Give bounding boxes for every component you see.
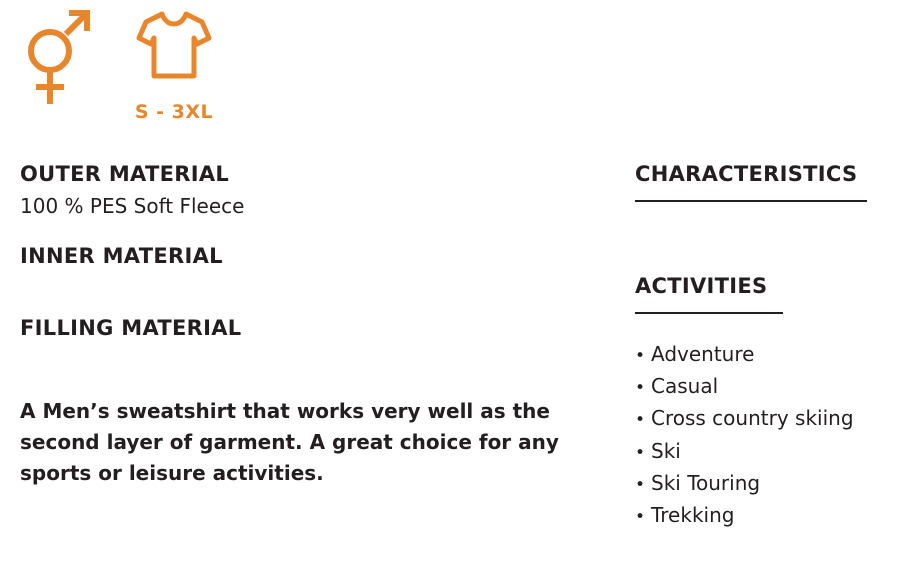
icon-row [20,8,214,123]
list-item [635,338,905,370]
activity-label: Trekking [651,502,735,527]
spec-value [20,348,610,362]
gender-icon-block [20,8,92,113]
bullet-icon: • [635,410,646,431]
list-item [635,499,905,531]
spec-inner-material [20,244,610,290]
activities-list [635,338,905,531]
tshirt-icon [134,8,214,87]
spec-filling-material [20,316,610,362]
list-item [635,435,905,467]
activity-label: Ski Touring [651,470,761,495]
male-female-gender-icon [20,8,92,113]
attributes-column [635,162,905,531]
list-item [635,370,905,402]
size-range-label: S - 3XL [134,101,214,123]
list-item [635,467,905,499]
activity-label: Ski [651,438,681,463]
spec-value: 100 % PES Soft Fleece [20,194,245,218]
bullet-icon: • [635,378,646,399]
materials-column [20,162,610,489]
spec-title: INNER MATERIAL [20,244,223,268]
activity-label: Casual [651,374,719,399]
product-description: A Men’s sweatshirt that works very well as the second layer of garment. A great choice for any sports or leisure activities. [20,399,559,485]
activities-section [635,274,905,531]
list-item [635,402,905,434]
bullet-icon: • [635,346,646,366]
bullet-icon: • [635,442,646,463]
size-icon-block [134,8,214,123]
spec-title: OUTER MATERIAL [20,162,230,186]
spec-outer-material [20,162,610,218]
spec-value [20,276,610,290]
characteristics-section [635,162,905,202]
characteristics-divider [635,200,867,202]
activities-heading: ACTIVITIES [635,274,768,298]
activity-label: Cross country skiing [651,406,854,431]
bullet-icon: • [635,506,646,527]
spec-title: FILLING MATERIAL [20,316,242,340]
activities-divider [635,312,783,314]
characteristics-heading: CHARACTERISTICS [635,162,858,186]
bullet-icon: • [635,474,646,495]
activity-label: Adventure [651,342,755,366]
